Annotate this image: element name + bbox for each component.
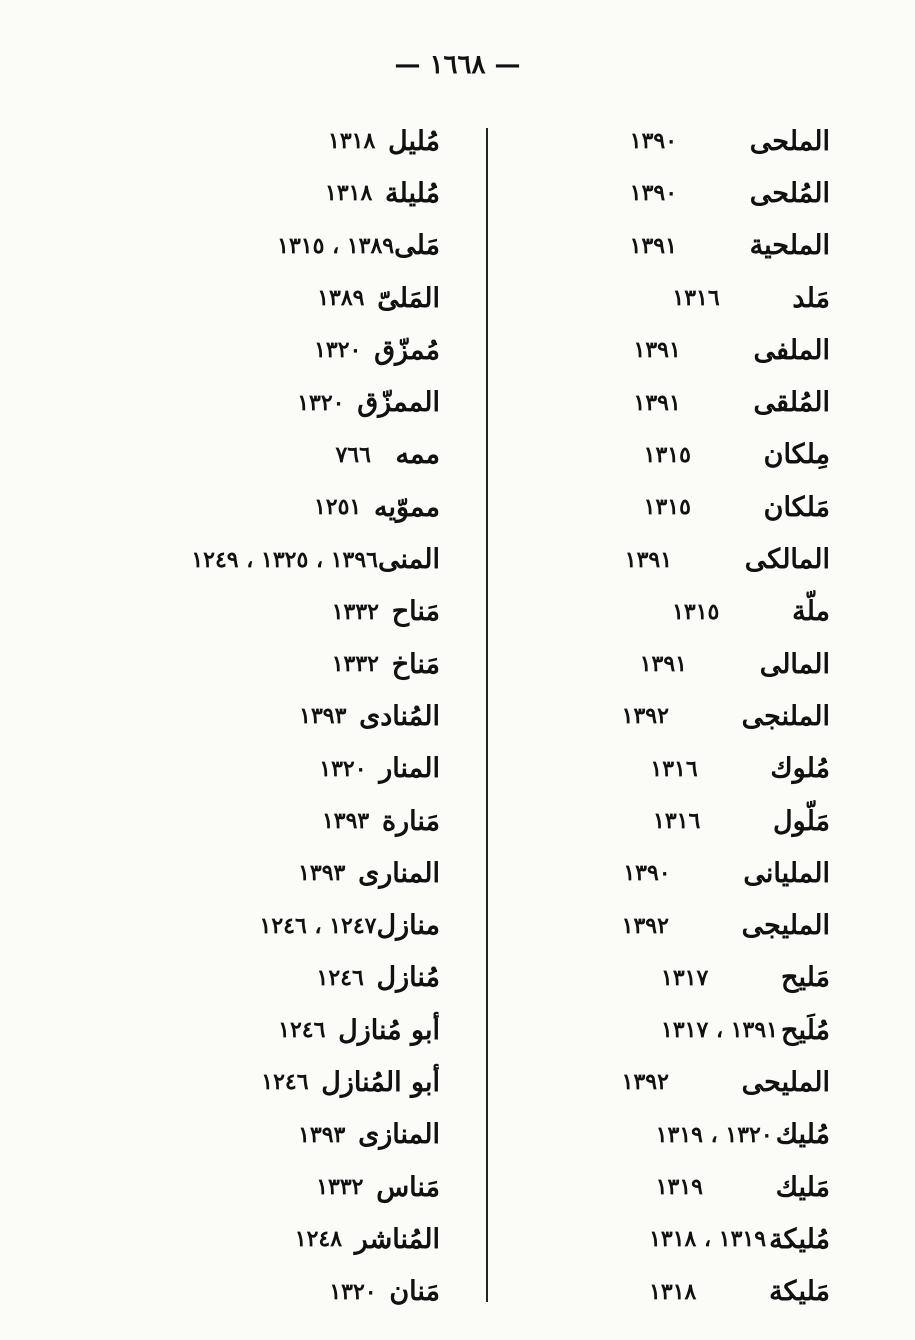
index-entry: [110, 1161, 440, 1213]
entry-term: المليجى: [741, 910, 830, 942]
entry-term: مَلّول: [773, 805, 830, 837]
entry-term: مُليل: [388, 125, 440, 157]
entry-term: مَلكان: [763, 491, 830, 523]
entry-page-refs: ١٢٤٧ ، ١٢٤٦: [259, 912, 377, 939]
entry-term: المنازى: [358, 1119, 440, 1151]
entry-page-refs: ١٣٩٣: [298, 1121, 346, 1148]
entry-term: مَليح: [781, 962, 830, 994]
entry-term: مَليكة: [769, 1276, 830, 1308]
entry-page-refs: ١٢٤٦: [316, 964, 364, 991]
entry-page-refs: ٧٦٦: [335, 441, 371, 468]
index-entry: [110, 533, 440, 585]
entry-page-refs: ١٣٢٠: [319, 755, 367, 782]
index-entry: [110, 167, 440, 219]
index-entry: [110, 481, 440, 533]
index-column-left: [110, 115, 440, 1318]
entry-term: المنى: [378, 544, 440, 576]
entry-term: الملحى: [749, 125, 830, 157]
entry-page-refs: ١٣٩٢: [621, 703, 669, 730]
entry-page-refs: ١٣٣٢: [331, 651, 379, 678]
entry-page-refs: ١٣٨٩ ، ١٣١٥: [277, 232, 395, 259]
entry-page-refs: ١٣١٥: [643, 441, 691, 468]
index-entry: [500, 899, 830, 951]
entry-page-refs: ١٣١٧: [661, 964, 709, 991]
entry-page-refs: ١٢٤٦: [278, 1017, 326, 1044]
index-entry: [500, 324, 830, 376]
index-entry: [110, 1056, 440, 1108]
index-entry: [500, 167, 830, 219]
entry-page-refs: ١٣٩٣: [321, 808, 370, 834]
entry-page-refs: ١٣٩١ ، ١٣١٧: [661, 1017, 778, 1044]
index-entry: [110, 1109, 440, 1161]
entry-page-refs: ١٣١٩ ، ١٣١٨: [649, 1226, 767, 1253]
entry-term: مَليك: [775, 1171, 830, 1203]
index-entry: [500, 952, 830, 1004]
entry-term: المُنادى: [359, 700, 440, 732]
entry-term: مَناخ: [391, 648, 440, 680]
index-entry: [500, 429, 830, 481]
index-entry: [500, 1161, 830, 1213]
entry-page-refs: ١٣١٨: [328, 128, 376, 155]
index-entry: [110, 272, 440, 324]
entry-term: المنارى: [358, 857, 440, 889]
index-entry: [110, 324, 440, 376]
entry-page-refs: ١٣١٦: [650, 755, 698, 782]
entry-term: مموّيه: [373, 491, 440, 523]
entry-term: مَنان: [389, 1276, 440, 1308]
entry-page-refs: ١٣١٥: [643, 494, 691, 521]
index-entry: [500, 690, 830, 742]
entry-term: مَلى: [394, 230, 440, 262]
entry-page-refs: ١٣١٥: [672, 598, 720, 625]
entry-page-refs: ١٣٩٠: [629, 128, 678, 155]
entry-term: مُلوك: [770, 753, 830, 785]
index-entry: [500, 1109, 830, 1161]
entry-page-refs: ١٣٩٦ ، ١٣٢٥ ، ١٢٤٩: [191, 546, 378, 573]
entry-term: المليانى: [743, 857, 830, 889]
entry-term: مُنازل: [376, 962, 440, 994]
index-entry: [500, 795, 830, 847]
entry-term: أبو المُنازل: [321, 1066, 440, 1098]
entry-page-refs: ١٣٢٠: [297, 389, 345, 416]
index-entry: [500, 272, 830, 324]
entry-page-refs: ١٣١٩: [655, 1174, 703, 1201]
entry-term: المليحى: [741, 1066, 830, 1098]
entry-term: المنار: [379, 753, 440, 785]
entry-term: منازل: [376, 910, 440, 942]
index-entry: [500, 376, 830, 428]
index-entry: [500, 1213, 830, 1265]
index-entry: [110, 220, 440, 272]
index-entry: [110, 690, 440, 742]
entry-term: مَنارة: [381, 805, 440, 837]
entry-page-refs: ١٣٢٠ ، ١٣١٩: [655, 1121, 773, 1148]
index-column-right: [500, 115, 830, 1318]
entry-term: مَناس: [376, 1171, 440, 1203]
entry-page-refs: ١٣٩٣: [298, 860, 346, 887]
entry-term: مُليلة: [385, 177, 440, 209]
entry-page-refs: ١٣١٦: [672, 285, 720, 312]
entry-page-refs: ١٣٣٢: [316, 1174, 364, 1201]
entry-page-refs: ١٣٩١: [639, 651, 687, 678]
entry-term: الملحية: [749, 230, 830, 262]
index-entry: [110, 847, 440, 899]
entry-page-refs: ١٢٥١: [313, 494, 362, 521]
entry-term: الملنجى: [741, 700, 830, 732]
entry-page-refs: ١٣٩٢: [621, 1069, 669, 1096]
index-entry: [110, 743, 440, 795]
entry-page-refs: ١٣٢٠: [314, 337, 362, 364]
entry-page-refs: ١٢٤٨: [294, 1226, 343, 1253]
column-divider: [486, 128, 488, 1302]
entry-page-refs: ١٣٩١: [633, 389, 681, 416]
index-entry: [110, 952, 440, 1004]
entry-term: مُليك: [775, 1119, 830, 1151]
page-number: — ١٦٦٨ —: [394, 50, 521, 80]
index-entry: [110, 638, 440, 690]
index-entry: [500, 220, 830, 272]
index-entry: [110, 376, 440, 428]
entry-term: ملّة: [792, 596, 830, 628]
entry-page-refs: ١٣٩٠: [629, 180, 678, 207]
index-entry: [110, 429, 440, 481]
index-entry: [110, 1213, 440, 1265]
index-entry: [110, 1004, 440, 1056]
entry-page-refs: ١٣٩١: [624, 546, 673, 573]
index-entry: [500, 1056, 830, 1108]
index-entry: [110, 115, 440, 167]
entry-page-refs: ١٣٩٠: [623, 860, 671, 887]
entry-term: مُلَيح: [781, 1014, 830, 1046]
index-entry: [500, 533, 830, 585]
entry-page-refs: ١٣٢٠: [329, 1278, 377, 1305]
entry-term: المُلقى: [753, 387, 830, 419]
index-entry: [500, 847, 830, 899]
index-entry: [500, 1266, 830, 1318]
entry-term: مَلد: [792, 282, 830, 314]
index-entry: [500, 481, 830, 533]
entry-term: المالكى: [744, 544, 830, 576]
index-entry: [110, 586, 440, 638]
entry-term: مُليكة: [769, 1223, 830, 1255]
index-entry: [110, 899, 440, 951]
entry-term: الملفى: [753, 334, 830, 366]
entry-page-refs: ١٣٩٢: [621, 912, 669, 939]
index-entry: [500, 115, 830, 167]
entry-page-refs: ١٣٨٩: [317, 285, 365, 312]
index-entry: [110, 795, 440, 847]
index-entry: [500, 743, 830, 795]
entry-page-refs: ١٣١٨: [325, 180, 373, 207]
entry-term: المَلىّ: [377, 282, 440, 314]
entry-page-refs: ١٣٩١: [633, 337, 681, 364]
entry-term: مَناح: [391, 596, 440, 628]
entry-page-refs: ١٣٩١: [629, 232, 677, 259]
index-entry: [110, 1266, 440, 1318]
index-entry: [500, 586, 830, 638]
entry-term: المالى: [759, 648, 830, 680]
entry-page-refs: ١٣٩٣: [299, 703, 347, 730]
index-entry: [500, 638, 830, 690]
entry-term: مُمزّق: [374, 334, 440, 366]
entry-page-refs: ١٣٣٢: [331, 598, 379, 625]
entry-page-refs: ١٣١٨: [649, 1278, 697, 1305]
entry-page-refs: ١٣١٦: [653, 808, 701, 834]
entry-term: أبو مُنازل: [338, 1014, 440, 1046]
entry-term: المُلحى: [749, 177, 830, 209]
entry-page-refs: ١٢٤٦: [261, 1069, 309, 1096]
entry-term: ممه: [395, 439, 440, 471]
entry-term: مِلكان: [763, 439, 830, 471]
entry-term: المُناشر: [354, 1223, 440, 1255]
entry-term: الممزّق: [357, 387, 440, 419]
index-entry: [500, 1004, 830, 1056]
